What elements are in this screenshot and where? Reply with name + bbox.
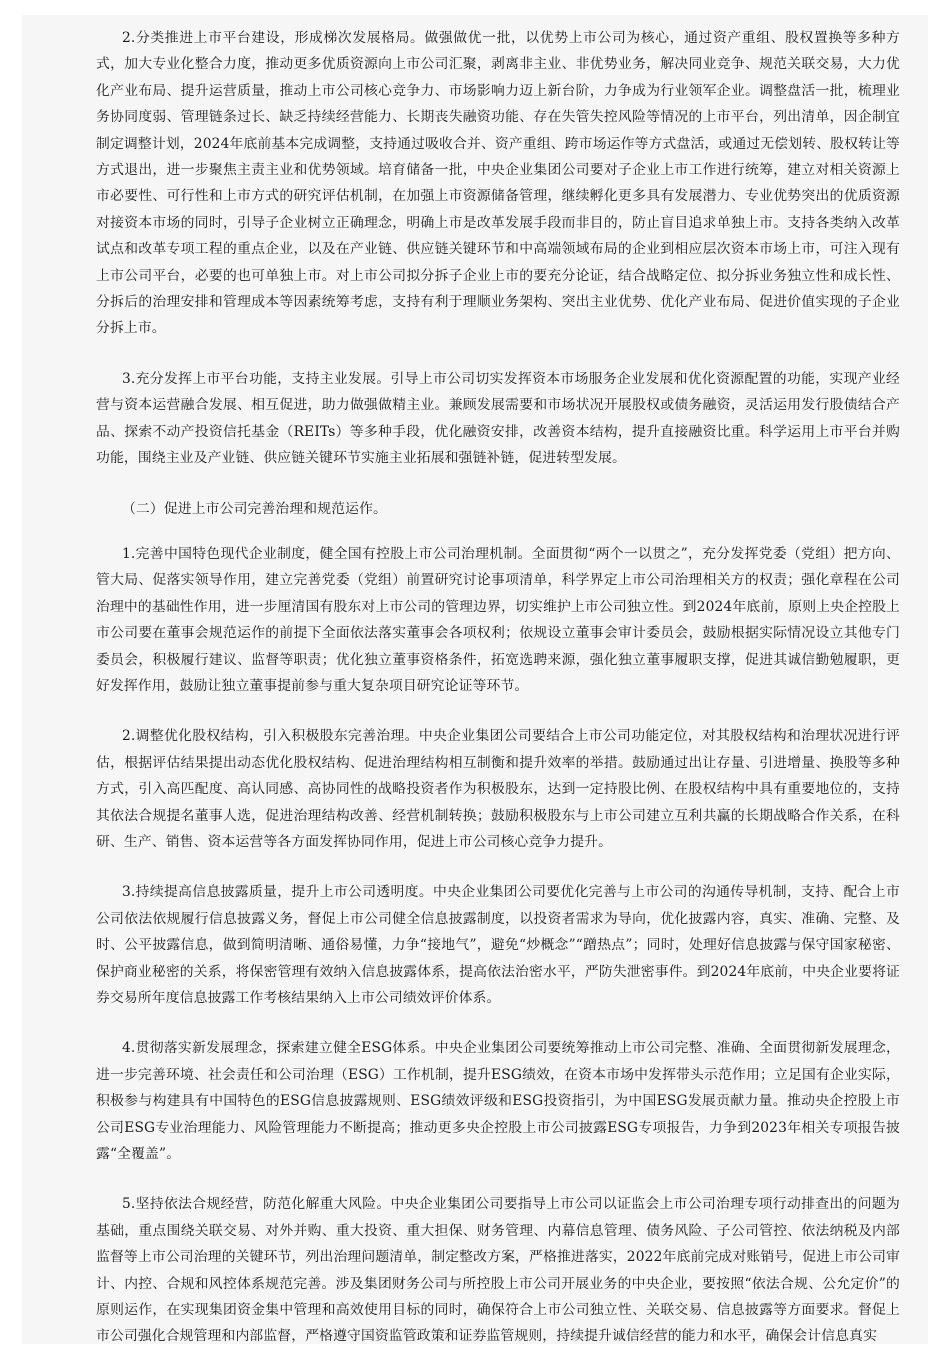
paragraph-equity-structure: 2.调整优化股权结构，引入积极股东完善治理。中央企业集团公司要结合上市公司功能定位，对其股权结构和治理状况进行评估，根据评估结果提出动态优化股权结构、促进治理结构相互制衡和提升效率的举措。鼓励通过出让存量、引进增量、换股等多种方式，引入高匹配度、高认同感、高协同性的战略投资者作为积极股东，达到一定持股比例、在股权结构中具有重要地位的，支持其依法合规提名董事人选，促进治理结构改善、经营机制转换；鼓励积极股东与上市公司建立互利共赢的长期战略合作关系，在科研、生产、销售、资本运营等各方面发挥协同作用，促进上市公司核心竞争力提升。 [96,728,900,850]
paragraph-platform-functions: 3.充分发挥上市平台功能，支持主业发展。引导上市公司切实发挥资本市场服务企业发展和优化资源配置的功能，实现产业经营与资本运营融合发展、相互促进，助力做强做精主业。兼顾发展需要和市场状况开展股权或债务融资，灵活运用发行股债结合产品、探索不动产投资信托基金（REITs）等多种手段，优化融资安排，改善资本结构，提升直接融资比重。科学运用上市平台并购功能，围绕主业及产业链、供应链关键环节实施主业拓展和强链补链，促进转型发展。 [96,370,900,467]
paragraph-esg-system: 4.贯彻落实新发展理念，探索建立健全ESG体系。中央企业集团公司要统筹推动上市公司完整、准确、全面贯彻新发展理念，进一步完善环境、社会责任和公司治理（ESG）工作机制，提升ESG绩效，在资本市场中发挥带头示范作用；立足国有企业实际，积极参与构建具有中国特色的ESG信息披露规则、ESG绩效评级和ESG投资指引，为中国ESG发展贡献力量。推动央企控股上市公司ESG专业治理能力、风险管理能力不断提高；推动更多央企控股上市公司披露ESG专项报告，力争到2023年相关专项报告披露“全覆盖”。 [96,1040,900,1163]
paragraph-enterprise-system: 1.完善中国特色现代企业制度，健全国有控股上市公司治理机制。全面贯彻“两个一以贯之”，充分发挥党委（党组）把方向、管大局、促落实领导作用，建立完善党委（党组）前置研究讨论事项清单，科学界定上市公司治理相关方的权责；强化章程在公司治理中的基础性作用，进一步厘清国有股东对上市公司的管理边界，切实维护上市公司独立性。到2024年底前，原则上央企控股上市公司要在董事会规范运作的前提下全面依法落实董事会各项权利；依规设立董事会审计委员会，鼓励根据实际情况设立其他专门委员会，积极履行建议、监督等职责；优化独立董事资格条件，拓宽选聘来源，强化独立董事履职支撑，促进其诚信勤勉履职，更好发挥作用，鼓励让独立董事提前参与重大复杂项目研究论证等环节。 [96,545,900,694]
document-page [22,15,928,1344]
paragraph-listing-platform-tiers: 2.分类推进上市平台建设，形成梯次发展格局。做强做优一批，以优势上市公司为核心，通过资产重组、股权置换等多种方式，加大专业化整合力度，推动更多优质资源向上市公司汇聚，剥离非主业、非优势业务，解决同业竞争、规范关联交易，大力优化产业布局、提升运营质量，推动上市公司核心竞争力、市场影响力迈上新台阶，力争成为行业领军企业。调整盘活一批，梳理业务协同度弱、管理链条过长、缺乏持续经营能力、长期丧失融资功能、存在失管失控风险等情况的上市平台，列出清单，因企制宜制定调整计划，2024年底前基本完成调整，支持通过吸收合并、资产重组、跨市场运作等方式盘活，或通过无偿划转、股权转让等方式退出，进一步聚焦主责主业和优势领域。培育储备一批，中央企业集团公司要对子企业上市工作进行统筹，建立对相关资源上市必要性、可行性和上市方式的研究评估机制，在加强上市资源储备管理，继续孵化更多具有发展潜力、专业优势突出的优质资源对接资本市场的同时，引导子企业树立正确理念，明确上市是改革发展手段而非目的，防止盲目追求单独上市。支持各类纳入改革试点和改革专项工程的重点企业，以及在产业链、供应链关键环节和中高端领域布局的企业到相应层次资本市场上市，可注入现有上市公司平台，必要的也可单独上市。对上市公司拟分拆子企业上市的要充分论证，结合战略定位、拟分拆业务独立性和成长性、分拆后的治理安排和管理成本等因素统筹考虑，支持有利于理顺业务架构、突出主业优势、优化产业布局、促进价值实现的子企业分拆上市。 [96,30,900,337]
paragraph-information-disclosure: 3.持续提高信息披露质量，提升上市公司透明度。中央企业集团公司要优化完善与上市公司的沟通传导机制，支持、配合上市公司依法依规履行信息披露义务，督促上市公司健全信息披露制度，以投资者需求为导向，优化披露内容，真实、准确、完整、及时、公平披露信息，做到简明清晰、通俗易懂，力争“接地气”，避免“炒概念”“蹭热点”；同时，处理好信息披露与保守国家秘密、保护商业秘密的关系，将保密管理有效纳入信息披露体系，提高依法治密水平，严防失泄密事件。到2024年底前，中央企业要将证券交易所年度信息披露工作考核结果纳入上市公司绩效评价体系。 [96,884,900,1006]
section-heading-governance: （二）促进上市公司完善治理和规范运作。 [122,500,387,517]
paragraph-compliance-risk: 5.坚持依法合规经营，防范化解重大风险。中央企业集团公司要指导上市公司以证监会上市公司治理专项行动排查出的问题为基础，重点围绕关联交易、对外并购、重大投资、重大担保、财务管理、内幕信息管理、债务风险、子公司管控、依法纳税及内部监督等上市公司治理的关键环节，列出治理问题清单，制定整改方案，严格推进落实，2022年底前完成对账销号，促进上市公司审计、内控、合规和风控体系规范完善。涉及集团财务公司与所控股上市公司开展业务的中央企业，要按照“依法合规、公允定价”的原则运作，在实现集团资金集中管理和高效使用目标的同时，确保符合上市公司独立性、关联交易、信息披露等方面要求。督促上市公司强化合规管理和内部监督，严格遵守国资监管政策和证券监管规则，持续提升诚信经营的能力和水平，确保会计信息真实 [96,1196,900,1345]
